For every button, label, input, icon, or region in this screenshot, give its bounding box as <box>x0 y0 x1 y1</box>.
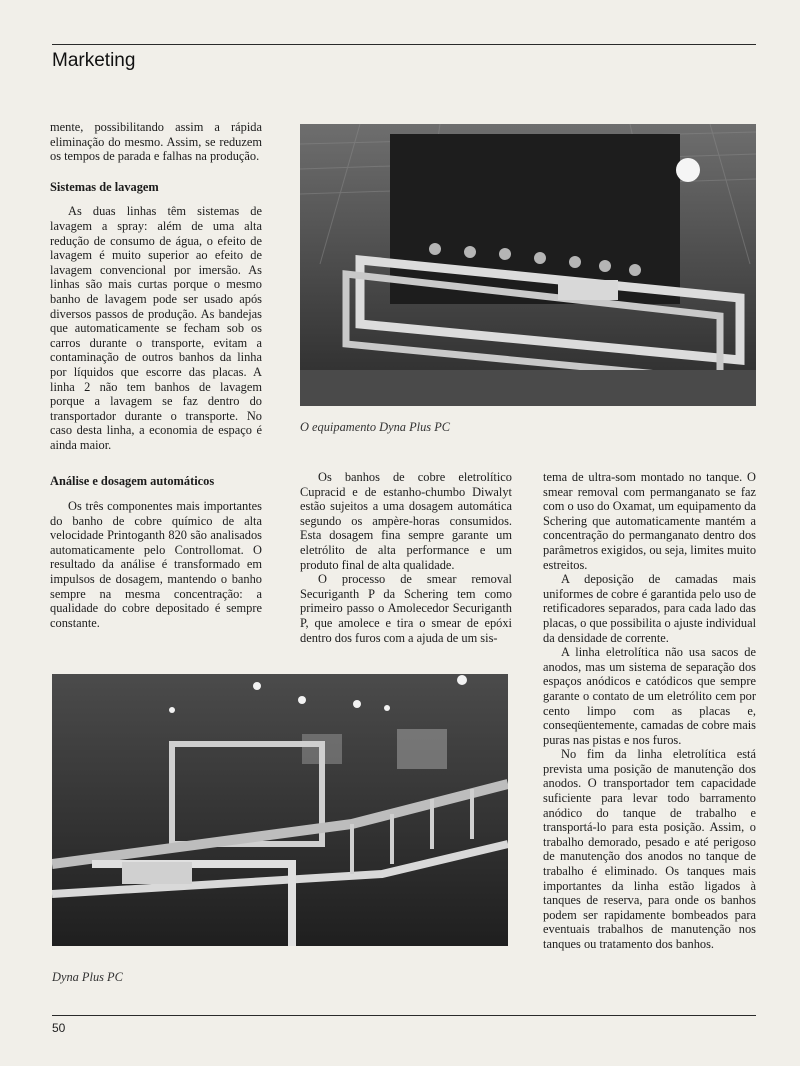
photo-caption-bottom: Dyna Plus PC <box>52 970 123 984</box>
paragraph: mente, possibilitando assim a rápida eliminação do mesmo. Assim, se reduzem os tempos de parada e falhas na produção. <box>50 120 262 164</box>
paragraph: A deposição de camadas mais uniformes de cobre é garantida pelo uso de retificadores separados, para cada lado das placas, o que possibilita o ajuste individual da densidade de corrente. <box>543 572 757 645</box>
paragraph: O processo de smear removal Securiganth P da Schering tem como primeiro passo o Amolecedor Securiganth P, que amolece e tira o smear de epóxi dentro dos furos com a ajuda de um sis- <box>300 572 512 645</box>
paragraph: No fim da linha eletrolítica está prevista uma posição de manutenção dos anodos. O transportador tem capacidade suficiente para levar todo barramento anódico do tanque de trabalho e transportá-lo para esta posição. Assim, o trabalho demorado, pesado e até perigoso de manutenção dos anodos no tanque de trabalho é eliminado. Os tanques mais importantes da linha estão ligados à tanques de reserva, para onde os banhos podem ser rapidamente bombeados para eventuais trabalhos de manutenção nos tanques ou tratamento dos banhos. <box>543 747 756 951</box>
photo-dyna-plus-line <box>52 674 508 946</box>
subheading-lavagem: Sistemas de lavagem <box>50 179 159 194</box>
photo-dyna-plus-equipment <box>300 124 756 406</box>
subheading-analise: Análise e dosagem automáticos <box>50 474 215 489</box>
paragraph: tema de ultra-som montado no tanque. O smear removal com permanganato se faz com o uso do Oxamat, um equipamento da Schering que automaticamente mantém a concentração do permanganato dentro dos parâmetros exigidos, ou seja, limites muito estreitos. <box>543 470 757 572</box>
section-title: Marketing <box>52 50 136 71</box>
paragraph: Os banhos de cobre eletrolítico Cupracid e de estanho-chumbo Diwalyt estão sujeitos a uma dosagem automática segundo os ampère-horas consumidos. Esta dosagem fina sempre garante um eletrólito de alta performance e um produto final de alta qualidade. <box>300 470 512 572</box>
footer-rule <box>52 1015 756 1016</box>
header-rule <box>52 44 756 45</box>
photo-illustration <box>52 674 508 946</box>
photo-illustration <box>300 124 756 406</box>
page-number: 50 <box>52 1021 66 1035</box>
photo-caption-top: O equipamento Dyna Plus PC <box>300 420 451 434</box>
column-left <box>50 120 262 630</box>
column-right <box>543 470 756 952</box>
paragraph: Os três componentes mais importantes do banho de cobre químico de alta velocidade Printoganth 820 são analisados automaticamente pelo Controllomat. O resultado da análise é transformado em impulsos de dosagem, mantendo o banho sempre na mesma concentração: a qualidade do cobre depositado é sempre constante. <box>50 499 262 630</box>
paragraph: A linha eletrolítica não usa sacos de anodos, mas um sistema de separação dos espaços anódicos e catódicos que sempre garante o contato de um eletrólito cem por cento limpo com as placas e, conseqüentemente, camadas de cobre mais puras nas pistas e nos furos. <box>543 645 756 747</box>
column-middle <box>300 470 512 645</box>
paragraph: As duas linhas têm sistemas de lavagem a spray: além de uma alta redução de consumo de água, o efeito de lavagem é muito superior ao efeito de lavagem convencional por imersão. As linhas são mais curtas porque o mesmo banho de lavagem pode ser usado após diversos passos de produção. As bandejas que automaticamente se fecham sob os carros durante o transporte, evitam a contaminação de outros banhos da linha por líquidos que escorre das placas. A linha 2 não tem banhos de lavagem porque a lavagem se faz dentro do transportador durante o transporte. No caso desta linha, a economia de espaço é ainda maior. <box>50 204 262 452</box>
